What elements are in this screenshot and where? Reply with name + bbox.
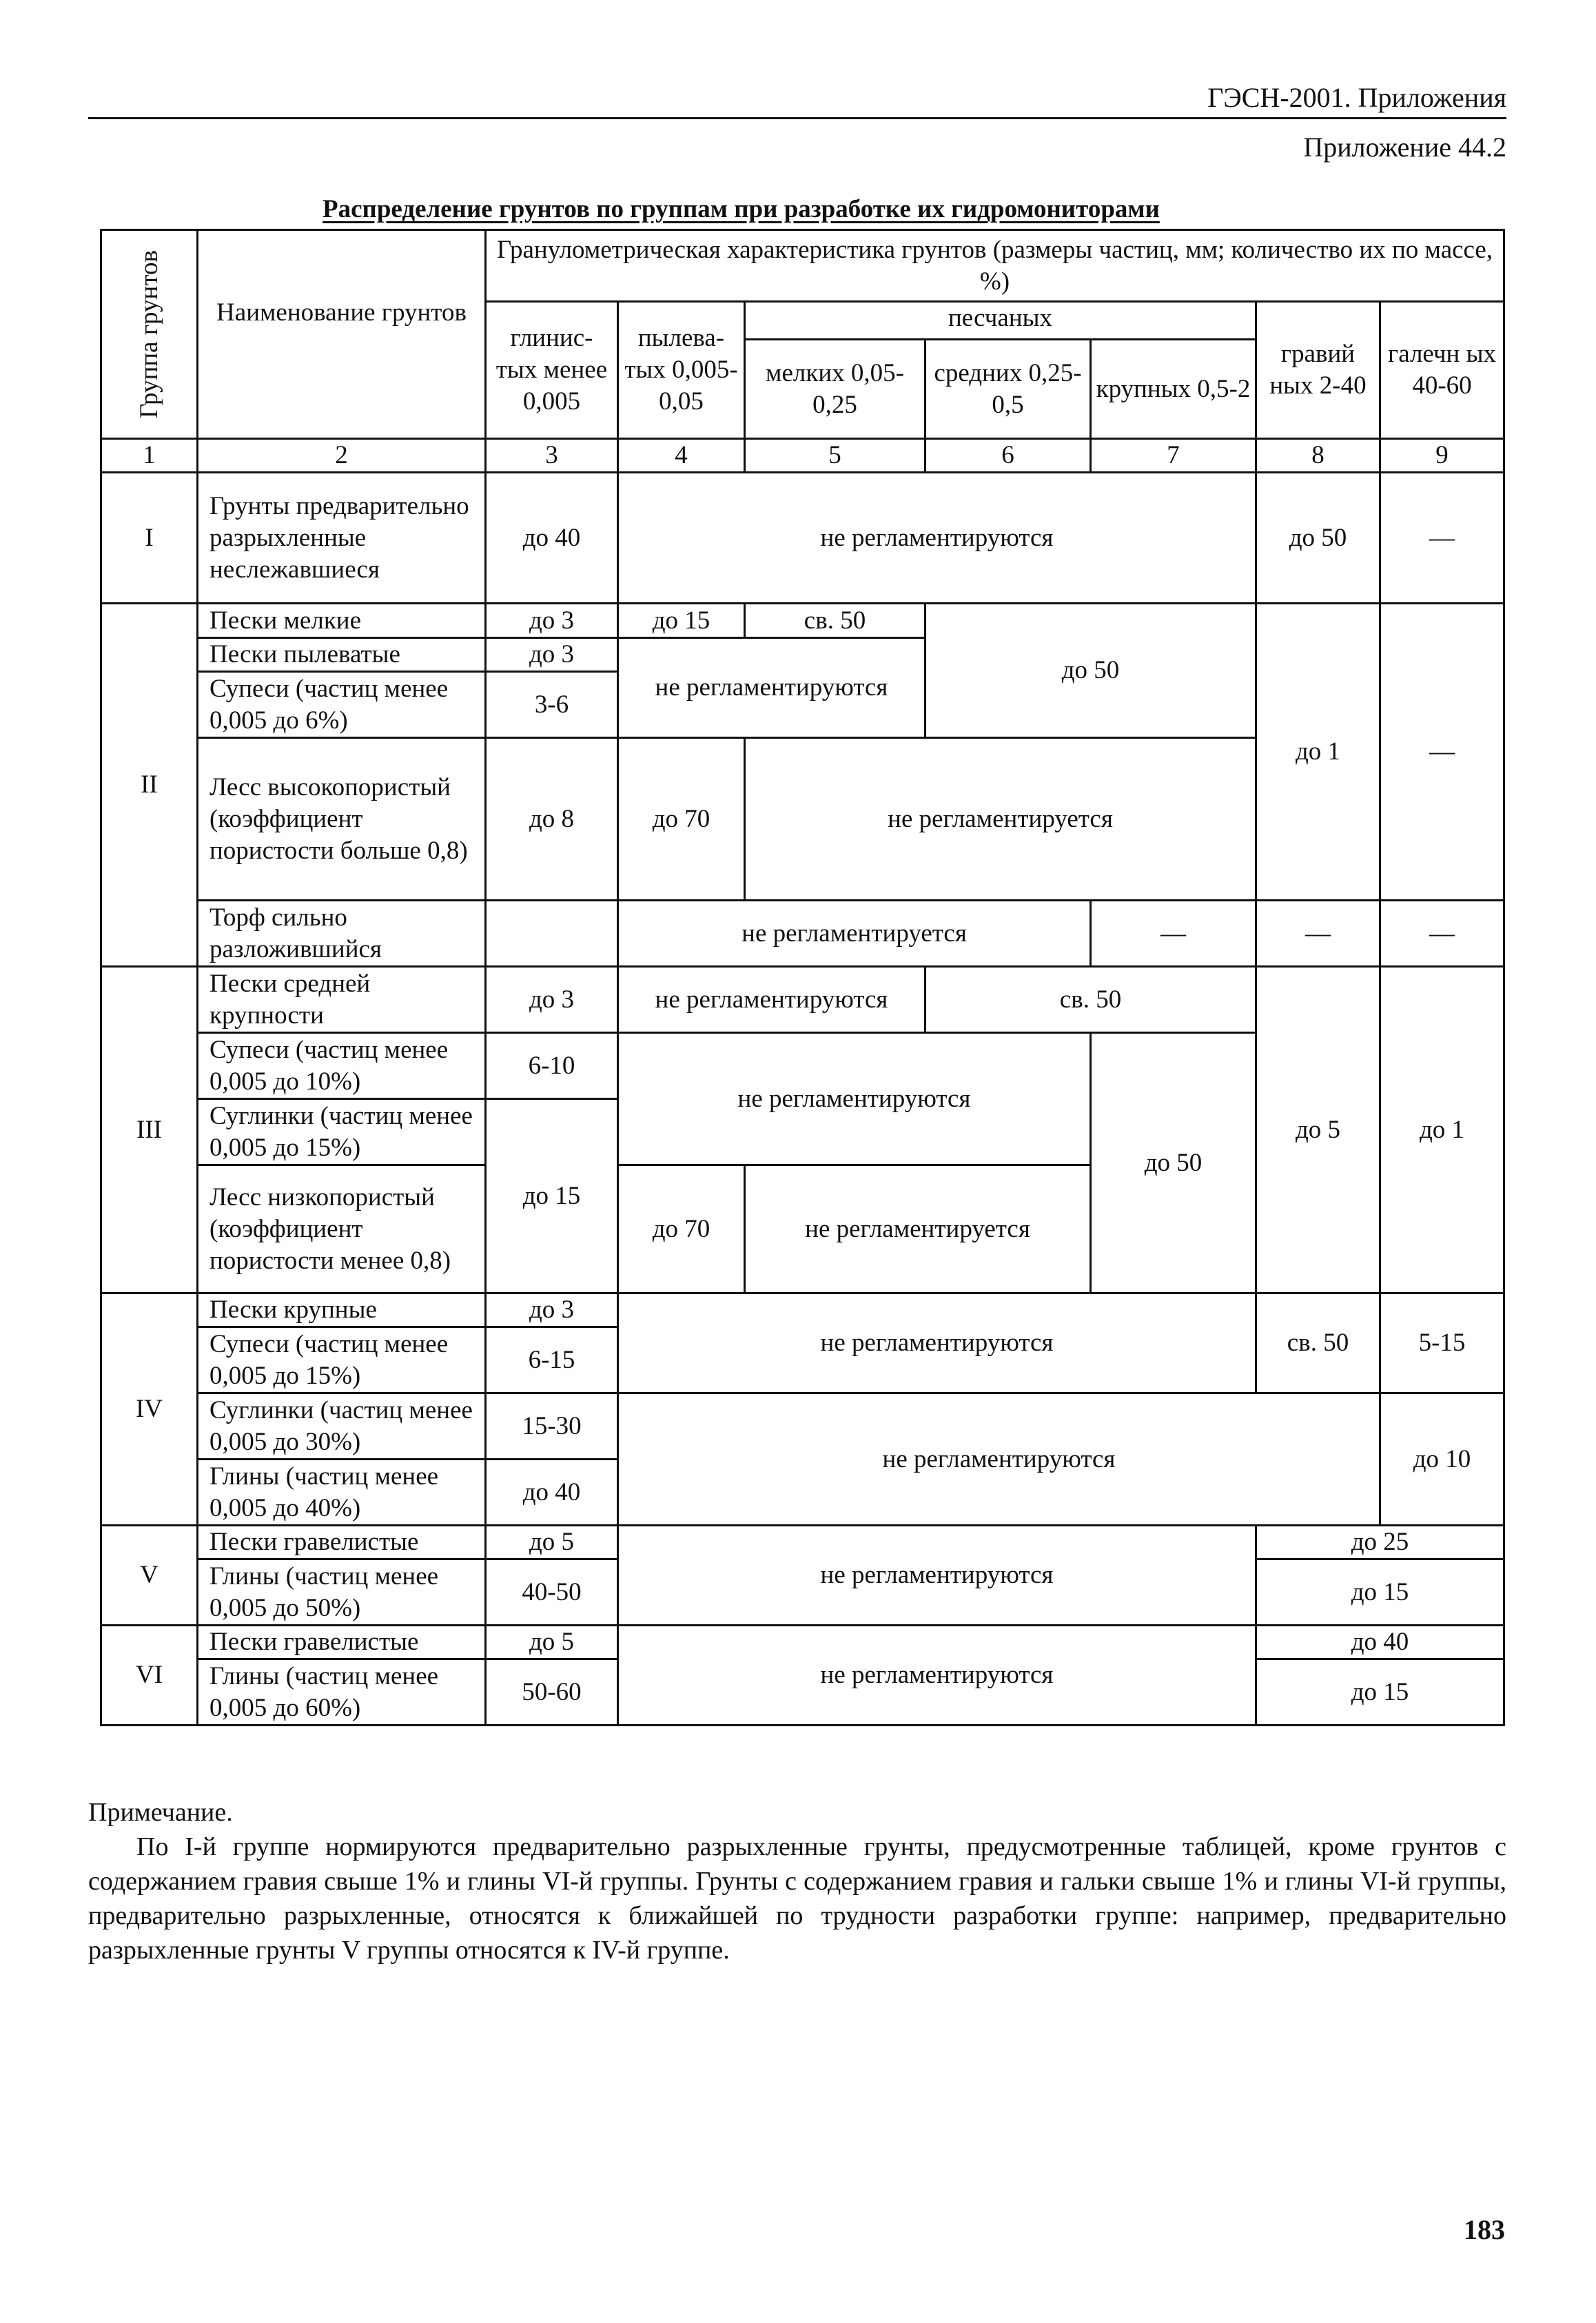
soil-name: Пески гравелистые bbox=[198, 1626, 486, 1659]
cell-gravel-pebble: до 15 bbox=[1256, 1559, 1504, 1626]
cell-coarse: св. 50 bbox=[1256, 1293, 1380, 1393]
cell-clay: до 3 bbox=[486, 967, 618, 1033]
cell-dust: до 70 bbox=[618, 738, 745, 901]
group-number: II bbox=[101, 604, 198, 967]
note-section bbox=[88, 1795, 1506, 1967]
cell-clay: до 5 bbox=[486, 1626, 618, 1659]
table-title: Распределение грунтов по группам при разработке их гидромониторами bbox=[323, 195, 1160, 223]
cell-dust: до 15 bbox=[618, 604, 745, 638]
cell-clay bbox=[486, 901, 618, 967]
cell-clay: 50-60 bbox=[486, 1659, 618, 1726]
cell-coarse: — bbox=[1091, 901, 1256, 967]
note-text: По I-й группе нормируются предварительно разрыхленные грунты, предусмотренные таблицей, кроме грунтов с содержанием гравия свыше 1% и глины VI-й группы. Грунты с содержанием гравия и гальки свыше 1% и глины VI-й группы, предварительно разрыхленные, относятся к ближайшей по трудности разработки группе: например, предварительно разрыхленные грунты V группы относятся к IV-й группе. bbox=[88, 1832, 1506, 1965]
running-title: ГЭСН-2001. Приложения bbox=[1207, 82, 1506, 113]
soil-name: Супеси (частиц менее 0,005 до 15%) bbox=[198, 1327, 486, 1393]
col-num: 4 bbox=[618, 439, 745, 473]
group-number: I bbox=[101, 473, 198, 604]
soil-groups-table bbox=[100, 229, 1505, 1726]
cell-clay: до 3 bbox=[486, 638, 618, 672]
soil-name: Лесс низкопористый (коэффициент пористости менее 0,8) bbox=[198, 1165, 486, 1293]
cell-unregulated: не регламентируются bbox=[618, 1626, 1256, 1726]
head-sand: песчаных bbox=[745, 302, 1256, 340]
cell-clay: 6-10 bbox=[486, 1033, 618, 1099]
head-pebble: галечн ых 40-60 bbox=[1380, 302, 1504, 439]
table-row bbox=[101, 604, 1504, 638]
table-row bbox=[101, 1293, 1504, 1327]
col-num: 2 bbox=[198, 439, 486, 473]
soil-name: Пески пылеватые bbox=[198, 638, 486, 672]
cell-clay: до 40 bbox=[486, 1460, 618, 1526]
cell-gravel-pebble: до 15 bbox=[1256, 1659, 1504, 1726]
cell-unregulated: не регламентируются bbox=[618, 1393, 1380, 1526]
soil-name: Супеси (частиц менее 0,005 до 6%) bbox=[198, 672, 486, 738]
cell-coarse: до 50 bbox=[1256, 473, 1380, 604]
soil-name: Грунты предварительно разрыхленные неслежавшиеся bbox=[198, 473, 486, 604]
cell-clay: 6-15 bbox=[486, 1327, 618, 1393]
soil-name: Торф сильно разложившийся bbox=[198, 901, 486, 967]
group-number: IV bbox=[101, 1293, 198, 1526]
cell-unregulated: не регламентируется bbox=[745, 738, 1256, 901]
cell-clay: до 40 bbox=[486, 473, 618, 604]
cell-gravel: 5-15 bbox=[1380, 1293, 1504, 1393]
soil-name: Глины (частиц менее 0,005 до 40%) bbox=[198, 1460, 486, 1526]
cell-gravel: — bbox=[1256, 901, 1380, 967]
cell-clay: 15-30 bbox=[486, 1393, 618, 1460]
cell-clay: до 8 bbox=[486, 738, 618, 901]
group-number: VI bbox=[101, 1626, 198, 1726]
cell-pebble: — bbox=[1380, 604, 1504, 901]
cell-gravel-pebble: до 40 bbox=[1256, 1626, 1504, 1659]
cell-coarse: до 50 bbox=[1091, 1033, 1256, 1293]
soil-name: Суглинки (частиц менее 0,005 до 30%) bbox=[198, 1393, 486, 1460]
soil-name: Суглинки (частиц менее 0,005 до 15%) bbox=[198, 1099, 486, 1165]
col-num: 8 bbox=[1256, 439, 1380, 473]
table-row bbox=[101, 1526, 1504, 1559]
col-num: 9 bbox=[1380, 439, 1504, 473]
col-num: 5 bbox=[745, 439, 925, 473]
cell-dust: до 70 bbox=[618, 1165, 745, 1293]
cell-gravel: — bbox=[1380, 473, 1504, 604]
soil-name: Пески мелкие bbox=[198, 604, 486, 638]
soil-name: Глины (частиц менее 0,005 до 50%) bbox=[198, 1559, 486, 1626]
cell-clay: 40-50 bbox=[486, 1559, 618, 1626]
table-row bbox=[101, 901, 1504, 967]
cell-clay: до 3 bbox=[486, 604, 618, 638]
head-clay: глинис-тых менее 0,005 bbox=[486, 302, 618, 439]
cell-clay: до 3 bbox=[486, 1293, 618, 1327]
group-number: V bbox=[101, 1526, 198, 1626]
cell-gravel: до 5 bbox=[1256, 967, 1380, 1293]
cell-medium-coarse: св. 50 bbox=[925, 967, 1256, 1033]
soil-name: Лесс высокопористый (коэффициент пористости больше 0,8) bbox=[198, 738, 486, 901]
head-granulometric: Гранулометрическая характеристика грунтов (размеры частиц, мм; количество их по массе, %) bbox=[486, 230, 1504, 302]
cell-unregulated: не регламентируются bbox=[618, 1526, 1256, 1626]
group-number: III bbox=[101, 967, 198, 1293]
cell-fine: св. 50 bbox=[745, 604, 925, 638]
soil-name: Пески средней крупности bbox=[198, 967, 486, 1033]
table-row bbox=[101, 1626, 1504, 1659]
col-num: 6 bbox=[925, 439, 1091, 473]
cell-unregulated: не регламентируются bbox=[618, 638, 925, 738]
soil-name: Пески гравелистые bbox=[198, 1526, 486, 1559]
cell-clay: до 15 bbox=[486, 1099, 618, 1293]
head-sand-fine: мелких 0,05-0,25 bbox=[745, 340, 925, 439]
head-sand-coarse: крупных 0,5-2 bbox=[1091, 340, 1256, 439]
head-group: Группа грунтов bbox=[101, 230, 198, 439]
appendix-label: Приложение 44.2 bbox=[1303, 132, 1506, 163]
soil-name: Глины (частиц менее 0,005 до 60%) bbox=[198, 1659, 486, 1726]
cell-clay: 3-6 bbox=[486, 672, 618, 738]
cell-unregulated: не регламентируется bbox=[618, 901, 1091, 967]
table-row bbox=[101, 473, 1504, 604]
cell-clay: до 5 bbox=[486, 1526, 618, 1559]
head-gravel: гравий ных 2-40 bbox=[1256, 302, 1380, 439]
col-num: 1 bbox=[101, 439, 198, 473]
cell-unregulated: не регламентируется bbox=[745, 1165, 1091, 1293]
col-num: 3 bbox=[486, 439, 618, 473]
page-number: 183 bbox=[1464, 2214, 1505, 2245]
head-sand-medium: средних 0,25-0,5 bbox=[925, 340, 1091, 439]
table-row bbox=[101, 967, 1504, 1033]
soil-name: Пески крупные bbox=[198, 1293, 486, 1327]
table-row bbox=[101, 1393, 1504, 1460]
cell-medium-coarse: до 50 bbox=[925, 604, 1256, 738]
header-rule bbox=[88, 117, 1506, 119]
col-num: 7 bbox=[1091, 439, 1256, 473]
cell-unregulated: не регламентируются bbox=[618, 967, 925, 1033]
soil-name: Супеси (частиц менее 0,005 до 10%) bbox=[198, 1033, 486, 1099]
cell-gravel-pebble: до 25 bbox=[1256, 1526, 1504, 1559]
head-name: Наименование грунтов bbox=[198, 230, 486, 439]
cell-pebble: до 1 bbox=[1380, 967, 1504, 1293]
note-label: Примечание. bbox=[88, 1798, 233, 1827]
cell-pebble: — bbox=[1380, 901, 1504, 967]
cell-gravel: до 10 bbox=[1380, 1393, 1504, 1526]
cell-unregulated: не регламентируются bbox=[618, 1033, 1091, 1165]
cell-gravel: до 1 bbox=[1256, 604, 1380, 901]
cell-unregulated: не регламентируются bbox=[618, 473, 1256, 604]
cell-unregulated: не регламентируются bbox=[618, 1293, 1256, 1393]
head-dust: пылева-тых 0,005-0,05 bbox=[618, 302, 745, 439]
